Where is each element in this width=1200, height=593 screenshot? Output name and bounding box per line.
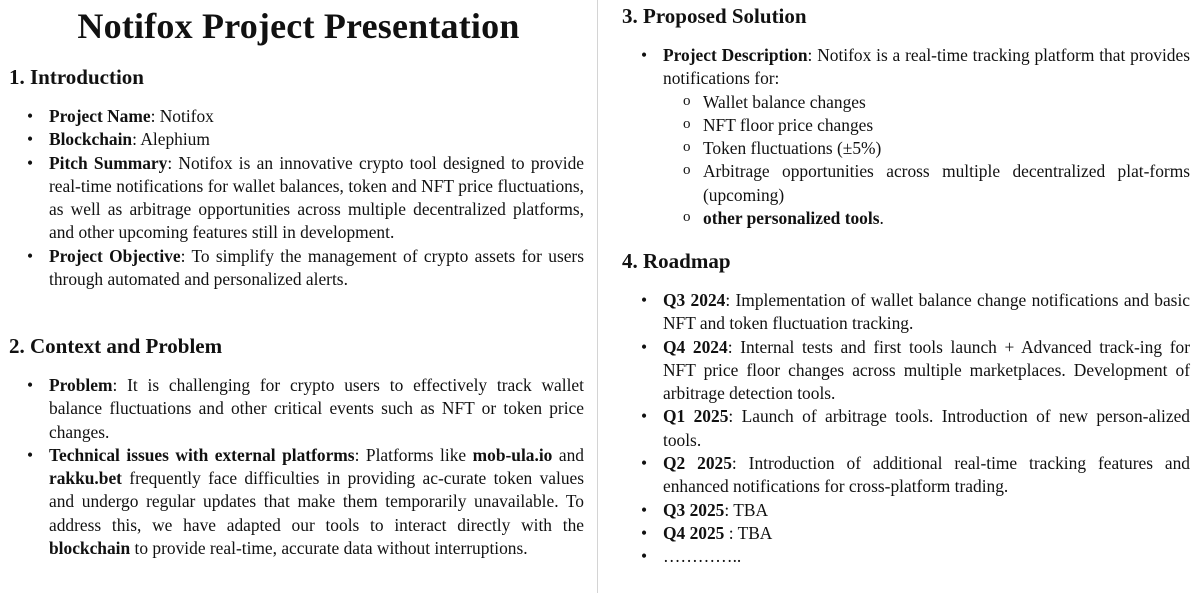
- item-label: Blockchain: [49, 129, 133, 150]
- roadmap-list: [622, 289, 1190, 569]
- list-item-project-objective: [9, 245, 584, 292]
- item-label: Q4 2025: [663, 522, 725, 543]
- blockchain-keyword: blockchain: [49, 538, 131, 559]
- list-item-technical-issues: [9, 444, 584, 560]
- column-divider: [597, 0, 598, 593]
- roadmap-item-q3-2024: [622, 289, 1190, 336]
- sub-item-arbitrage: o Arbitrage opportunities across multiple decentralized plat-forms (upcoming): [622, 160, 1190, 207]
- item-text: : Introduction of additional real-time tracking features and enhanced notifications for cross-platform trading.: [663, 453, 1190, 497]
- section-heading-introduction: 1. Introduction: [9, 65, 144, 89]
- item-text: to provide real-time, accurate data without interruptions.: [130, 538, 528, 559]
- item-text: : Internal tests and first tools launch + Advanced track-ing for NFT price floor changes across multiple marketplaces. Development of arbitrage detection tools.: [663, 336, 1190, 404]
- item-label: Q2 2025: [663, 453, 732, 474]
- sub-item-token-fluctuations: o Token fluctuations (±5%): [622, 137, 1190, 160]
- item-label: Q1 2025: [663, 406, 729, 427]
- item-label: Problem: [49, 375, 113, 395]
- document-title: Notifox Project Presentation: [77, 6, 520, 46]
- item-label: Project Description: [663, 45, 808, 65]
- item-label: Q3 2025: [663, 499, 725, 520]
- roadmap-item-q4-2025: [622, 522, 1190, 545]
- item-label: Q4 2024: [663, 336, 728, 357]
- list-item-project-name: [9, 105, 584, 128]
- item-label: Q3 2024: [663, 290, 726, 310]
- item-text: : TBA: [724, 499, 769, 520]
- introduction-list: [9, 105, 584, 291]
- sub-item-personalized-tools: [622, 207, 1190, 230]
- section-heading-context: 2. Context and Problem: [9, 334, 223, 358]
- list-item-pitch-summary: [9, 152, 584, 245]
- item-label: Project Objective: [49, 245, 181, 266]
- item-label: other personalized tools: [703, 208, 880, 229]
- item-text: : It is challenging for crypto users to effectively track wallet balance fluctuations and other critical events such as NFT or token price changes.: [49, 375, 584, 442]
- roadmap-item-q4-2024: [622, 336, 1190, 406]
- sub-item-wallet-balance: o Wallet balance changes: [622, 91, 1190, 114]
- item-text: …………..: [663, 546, 742, 567]
- item-text: : Alephium: [132, 129, 210, 150]
- item-text: frequently face difficulties in providing ac-curate token values and undergo regular updates that make them temporarily unavailable. To address this, we have adapted our tools to interact directly with the: [49, 468, 584, 535]
- item-text: : Implementation of wallet balance change notifications and basic NFT and token fluctuation tracking.: [663, 290, 1190, 334]
- item-text: : Platforms like: [354, 444, 473, 465]
- section-heading-roadmap: 4. Roadmap: [622, 249, 731, 273]
- platform-name-rakku: rakku.bet: [49, 468, 122, 489]
- item-text: : Notifox: [150, 106, 214, 126]
- item-text: : Launch of arbitrage tools. Introduction of new person-alized tools.: [663, 406, 1190, 450]
- item-text: : Notifox is a real-time tracking platform that provides notifications for:: [663, 45, 1190, 89]
- roadmap-item-q3-2025: [622, 499, 1190, 522]
- item-text: : To simplify the management of crypto assets for users through automated and personalized alerts.: [49, 245, 584, 290]
- roadmap-item-q1-2025: [622, 405, 1190, 452]
- roadmap-item-ellipsis: [622, 545, 1190, 568]
- item-label: Technical issues with external platforms: [49, 444, 355, 465]
- sub-item-nft-floor: o NFT floor price changes: [622, 114, 1190, 137]
- roadmap-item-q2-2025: [622, 452, 1190, 499]
- solution-list: [622, 44, 1190, 230]
- list-item-project-description: [622, 44, 1190, 91]
- list-item-blockchain: [9, 128, 584, 151]
- section-heading-solution: 3. Proposed Solution: [622, 4, 807, 28]
- item-text: : Notifox is an innovative crypto tool designed to provide real-time notifications for wallet balances, token and NFT price fluctuations, as well as arbitrage opportunities across multiple decentralized platforms, and other upcoming features still in development.: [49, 152, 584, 243]
- list-item-problem: [9, 374, 584, 444]
- item-text: .: [879, 208, 884, 229]
- item-text: : TBA: [724, 522, 773, 543]
- item-label: Project Name: [49, 106, 151, 126]
- context-list: [9, 374, 584, 560]
- item-text: and: [552, 444, 584, 465]
- platform-name-mobula: mob-ula.io: [472, 444, 553, 465]
- item-label: Pitch Summary: [49, 152, 168, 173]
